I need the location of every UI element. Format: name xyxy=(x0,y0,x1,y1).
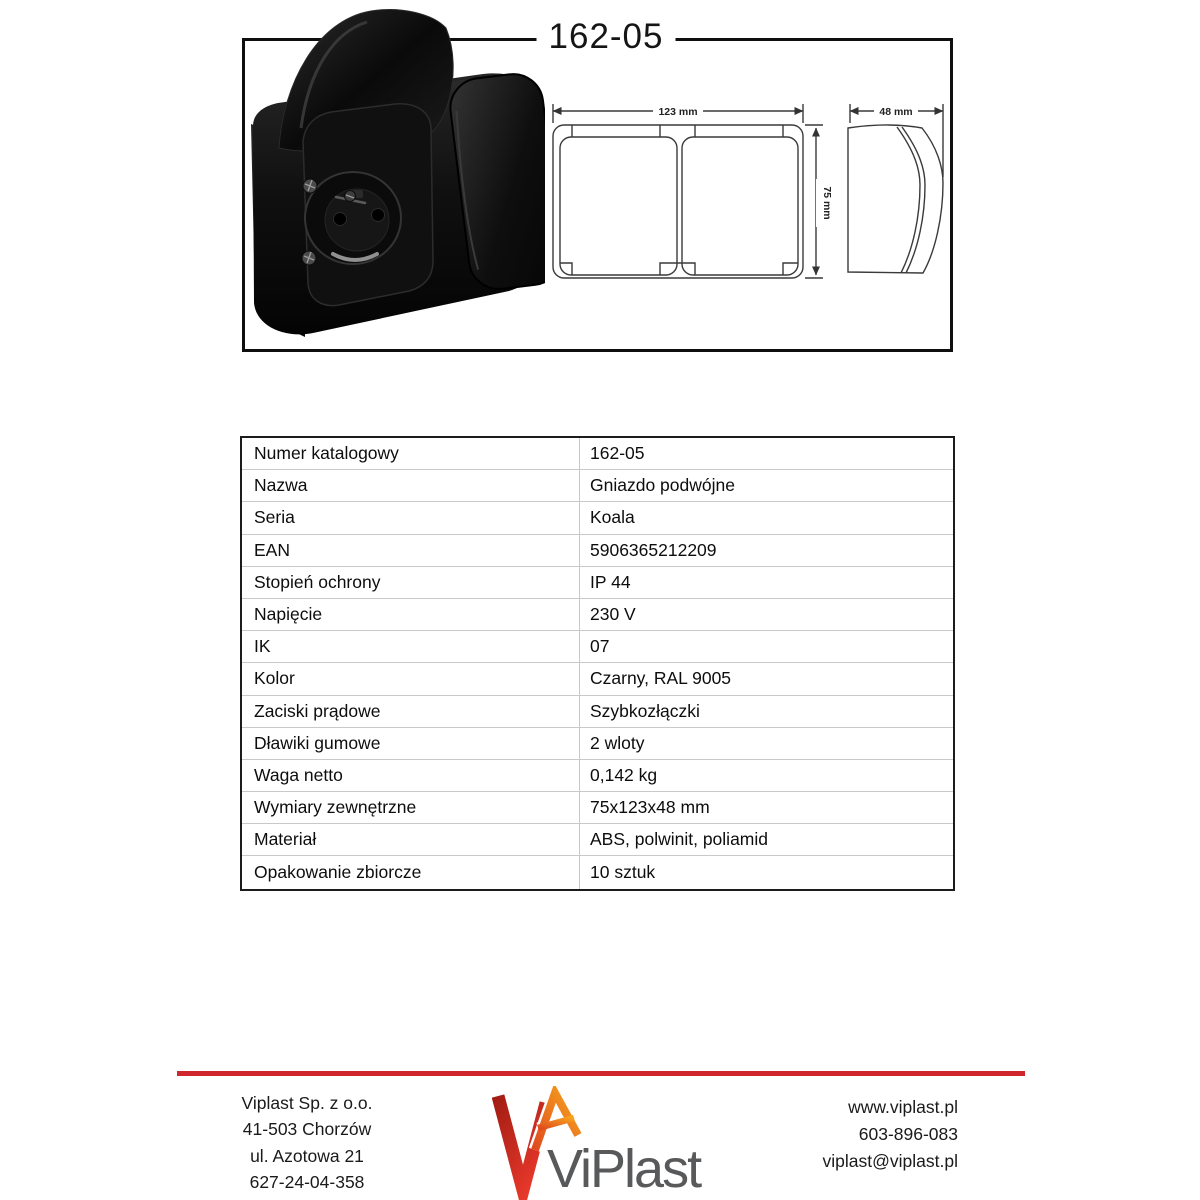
spec-value: 0,142 kg xyxy=(590,764,658,785)
spec-value: Czarny, RAL 9005 xyxy=(590,668,732,689)
footer-contact-block xyxy=(660,1094,958,1176)
spec-label: Zaciski prądowe xyxy=(242,696,580,727)
spec-value: Koala xyxy=(590,507,635,528)
website-url: www.viplast.pl xyxy=(848,1097,958,1117)
table-row xyxy=(242,663,953,695)
spec-label: Nazwa xyxy=(242,470,580,501)
table-row xyxy=(242,760,953,792)
logo-text: ViPlast xyxy=(547,1139,701,1199)
spec-label: Waga netto xyxy=(242,760,580,791)
spec-label: Kolor xyxy=(242,663,580,694)
table-row xyxy=(242,696,953,728)
table-row xyxy=(242,470,953,502)
spec-value: 162-05 xyxy=(590,443,645,464)
spec-value: ABS, polwinit, poliamid xyxy=(590,829,768,850)
spec-value: 07 xyxy=(590,636,610,657)
spec-value: IP 44 xyxy=(590,571,631,592)
company-number: 627-24-04-358 xyxy=(249,1171,365,1192)
spec-table xyxy=(240,436,955,891)
spec-value: 75x123x48 mm xyxy=(590,797,710,818)
photo-pin-hole-left xyxy=(334,213,347,226)
spec-label: EAN xyxy=(242,535,580,566)
front-view xyxy=(553,125,803,278)
spec-value: Gniazdo podwójne xyxy=(590,475,735,496)
footer-accent-line xyxy=(177,1071,1025,1076)
spec-label: Dławiki gumowe xyxy=(242,728,580,759)
table-row xyxy=(242,792,953,824)
tech-drawing xyxy=(545,97,953,287)
page-title: 162-05 xyxy=(537,21,676,53)
email-address: viplast@viplast.pl xyxy=(822,1151,958,1172)
dim-depth-label: 48 mm xyxy=(879,106,913,118)
company-street: ul. Azotowa 21 xyxy=(250,1145,364,1166)
photo-pin-hole-right xyxy=(372,209,385,222)
spec-value: 10 sztuk xyxy=(590,862,656,883)
spec-label: Numer katalogowy xyxy=(242,438,580,469)
table-row xyxy=(242,824,953,856)
table-row xyxy=(242,502,953,534)
table-row xyxy=(242,856,953,888)
spec-value: 2 wloty xyxy=(590,732,645,753)
product-photo xyxy=(243,6,545,352)
phone-number: 603-896-083 xyxy=(858,1124,958,1145)
spec-label: Seria xyxy=(242,502,580,533)
company-name: Viplast Sp. z o.o. xyxy=(241,1093,373,1113)
spec-value: 5906365212209 xyxy=(590,539,717,560)
spec-value: Szybkozłączki xyxy=(590,700,700,721)
table-row xyxy=(242,438,953,470)
spec-label: IK xyxy=(242,631,580,662)
table-row xyxy=(242,535,953,567)
spec-label: Napięcie xyxy=(242,599,580,630)
spec-label: Opakowanie zbiorcze xyxy=(242,856,580,888)
spec-value: 230 V xyxy=(590,604,636,625)
spec-label: Materiał xyxy=(242,824,580,855)
table-row xyxy=(242,631,953,663)
table-row xyxy=(242,728,953,760)
spec-label: Wymiary zewnętrzne xyxy=(242,792,580,823)
dim-width-label: 123 mm xyxy=(658,106,698,118)
table-row xyxy=(242,599,953,631)
company-postcode-city: 41-503 Chorzów xyxy=(242,1119,372,1140)
side-view xyxy=(848,125,943,273)
footer-company-block xyxy=(234,1090,380,1195)
table-row xyxy=(242,567,953,599)
dim-height-label: 75 mm xyxy=(821,186,833,220)
spec-label: Stopień ochrony xyxy=(242,567,580,598)
